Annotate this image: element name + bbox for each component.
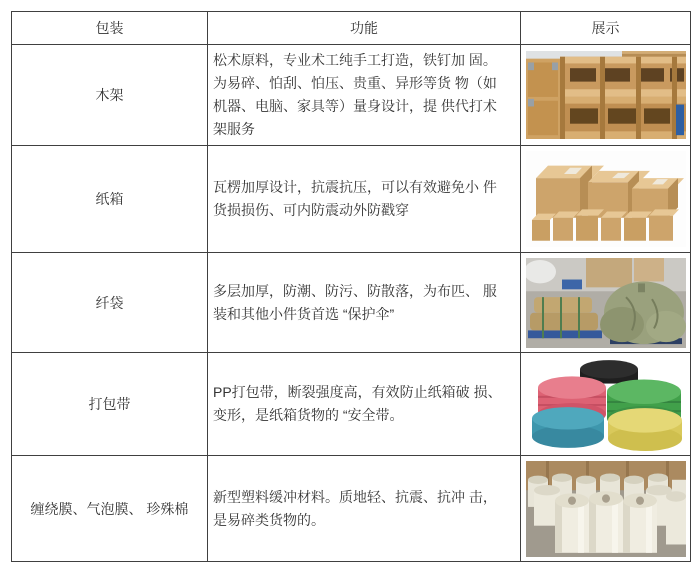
packaging-name: 打包带 [12, 353, 208, 456]
woven-bags-photo [526, 258, 686, 348]
table-row-carton [12, 146, 691, 253]
header-row [12, 12, 691, 45]
table-row-film [12, 456, 691, 562]
function-text: 多层加厚，防潮、防污、防散落，为布匹、 服装和其他小件货首选 “保护伞” [208, 253, 521, 353]
packaging-name: 木架 [12, 45, 208, 146]
table-row-wooden-frame [12, 45, 691, 146]
wooden-crates-photo [526, 51, 686, 139]
strapping-rolls-photo [526, 357, 686, 451]
packaging-name: 纸箱 [12, 146, 208, 253]
header-function: 功能 [208, 12, 521, 45]
header-display: 展示 [521, 12, 691, 45]
function-text: PP打包带，断裂强度高，有效防止纸箱破 损、变形，是纸箱货物的 “安全带。 [208, 353, 521, 456]
function-text: 新型塑料缓冲材料。质地轻、抗震、抗冲 击，是易碎类货物的。 [208, 456, 521, 562]
table-row-fiber-bag [12, 253, 691, 353]
packaging-name: 纤袋 [12, 253, 208, 353]
function-text: 松术原料，专业术工纯手工打造，铁钉加 固。为易碎、怕刮、怕压、贵重、异形等货 物（如机器、电脑、家具等）量身设计，提 供代打术架服务 [208, 45, 521, 146]
function-text: 瓦楞加厚设计，抗震抗压，可以有效避免小 件货损损伤、可内防震动外防戳穿 [208, 146, 521, 253]
stretch-film-rolls-photo [526, 461, 686, 557]
cardboard-boxes-photo [526, 151, 686, 247]
table-row-strapping [12, 353, 691, 456]
packaging-name: 缠绕膜、气泡膜、 珍殊棉 [12, 456, 208, 562]
packaging-table [11, 11, 691, 562]
header-packaging: 包装 [12, 12, 208, 45]
